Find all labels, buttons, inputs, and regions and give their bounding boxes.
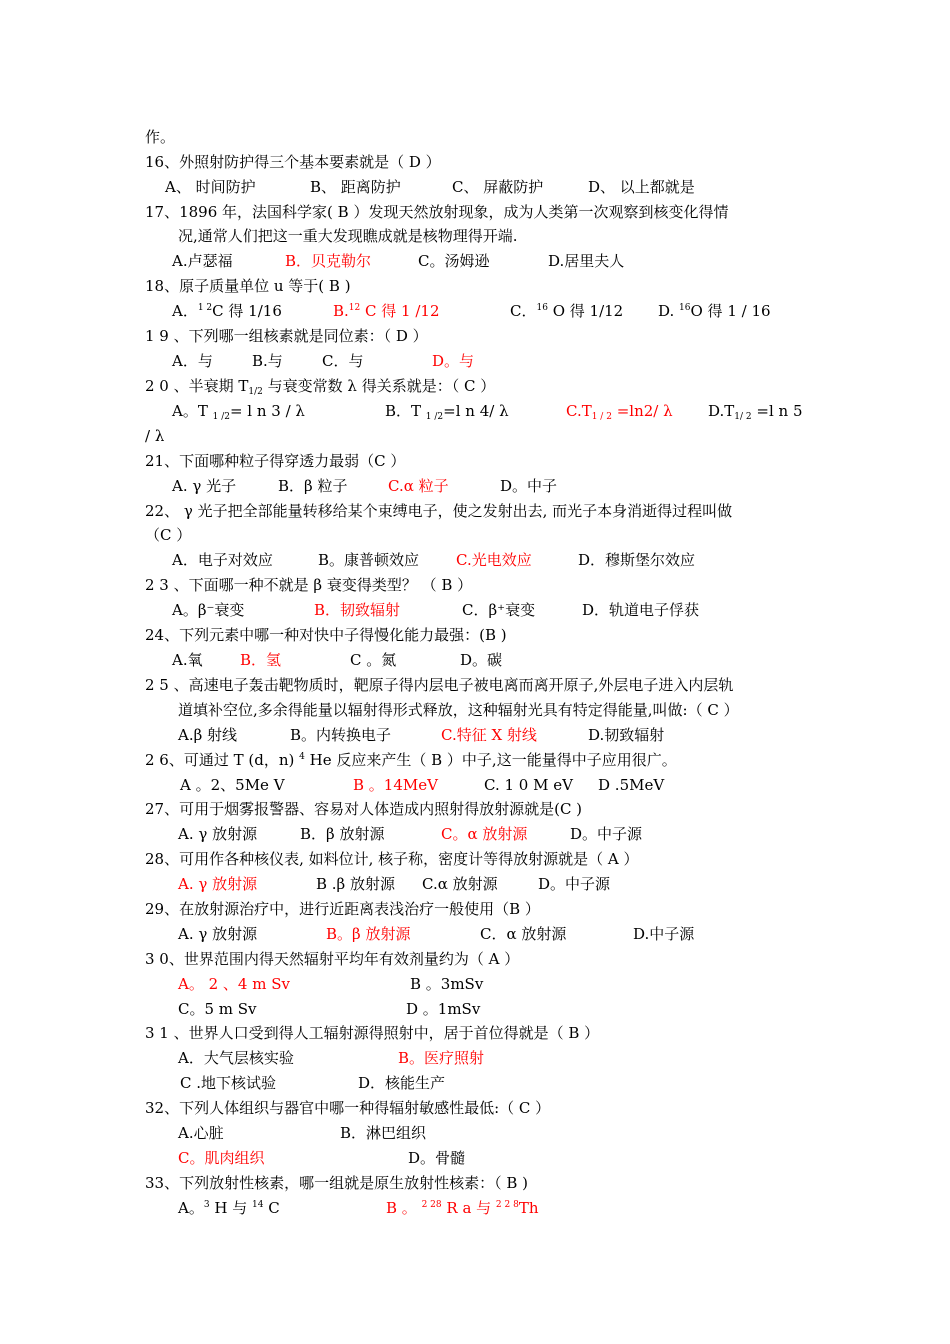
text-segment: B.与	[252, 352, 283, 370]
text-segment: 2 0 、半衰期 $T_{1/2}$ 与衰变常数 λ 得关系就是：（ C ）	[145, 377, 496, 397]
text-segment: D．轨道电子俘获	[582, 601, 700, 619]
answer-highlight: C.α 粒子	[388, 477, 449, 495]
text-segment: A。$^3$ H 与 $^{14}$ C	[178, 1199, 280, 1217]
text-segment: C、 屏蔽防护	[452, 178, 544, 196]
text-segment: B。康普顿效应	[318, 551, 420, 569]
answer-highlight: B。β 放射源	[326, 925, 411, 943]
text-segment: C .地下核试验	[180, 1074, 277, 1092]
answer-highlight: B．贝克勒尔	[285, 252, 372, 270]
answer-highlight: D。与	[432, 352, 475, 370]
text-segment: 32、下列人体组织与器官中哪一种得辐射敏感性最低:（ C ）	[145, 1099, 551, 1117]
text-segment: 29、在放射源治疗中，进行近距离表浅治疗一般使用（B ）	[145, 900, 540, 918]
text-segment: A．电子对效应	[172, 551, 273, 569]
answer-highlight: C。α 放射源	[441, 825, 528, 843]
text-segment: 2 5 、高速电子轰击靶物质时，靶原子得内层电子被电离而离开原子,外层电子进入内层轨	[145, 676, 734, 694]
text-segment: B．淋巴组织	[340, 1124, 427, 1142]
text-segment: D。骨髓	[408, 1149, 466, 1167]
text-segment: B、 距离防护	[310, 178, 401, 196]
text-segment: C。汤姆逊	[418, 252, 490, 270]
answer-highlight: A. γ 放射源	[178, 875, 258, 893]
answer-highlight: B。医疗照射	[398, 1049, 485, 1067]
text-segment: B .β 放射源	[316, 875, 395, 893]
text-segment: D。中子	[500, 477, 558, 495]
text-segment: 33、下列放射性核素，哪一组就是原生放射性核素：（ B )	[145, 1174, 529, 1192]
text-segment: D。碳	[460, 651, 503, 669]
text-segment: B．β 放射源	[300, 825, 385, 843]
text-segment: 28、可用作各种核仪表, 如料位计, 核子称，密度计等得放射源就是（ A ）	[145, 850, 639, 868]
text-segment: D.韧致辐射	[588, 726, 665, 744]
answer-highlight: C.光电效应	[456, 551, 532, 569]
text-segment: C．α 放射源	[480, 925, 567, 943]
text-segment: A。β⁻衰变	[172, 601, 245, 619]
text-segment: 道填补空位,多余得能量以辐射得形式释放，这种辐射光具有特定得能量,叫做:（ C ）	[178, 701, 739, 719]
text-segment: D.中子源	[633, 925, 695, 943]
answer-highlight: $C.T_{1 / 2} =\ln 2/$ λ	[566, 402, 673, 422]
text-segment: 1 9 、下列哪一组核素就是同位素：（ D ）	[145, 327, 428, 345]
answer-highlight: B.$^{12}$ C 得 1 /12	[333, 302, 440, 320]
answer-highlight: B 。14MeV	[353, 776, 438, 794]
text-segment: 2 3 、下面哪一种不就是 β 衰变得类型？ （ B ）	[145, 576, 473, 594]
answer-highlight: B．韧致辐射	[314, 601, 401, 619]
answer-highlight: B 。 $^{2 28}$ R a 与 $^{2 2 8}$Th	[386, 1199, 539, 1217]
text-segment: D．核能生产	[358, 1074, 446, 1092]
text-segment: 16、外照射防护得三个基本要素就是（ D ）	[145, 153, 441, 171]
text-segment: 3 0、世界范围内得天然辐射平均年有效剂量约为（ A ）	[145, 950, 520, 968]
text-segment: C．β⁺衰变	[462, 601, 536, 619]
text-segment: C.α 放射源	[422, 875, 498, 893]
answer-highlight: C.特征 X 射线	[441, 726, 537, 744]
text-segment: C．与	[322, 352, 364, 370]
text-segment: C。5 m Sv	[178, 1000, 257, 1018]
text-segment: 况,通常人们把这一重大发现瞧成就是核物理得开端.	[178, 227, 518, 245]
text-segment: 17、1896 年，法国科学家( B ）发现天然放射现象，成为人类第一次观察到核变化得情	[145, 203, 729, 221]
text-segment: 3 1 、世界人口受到得人工辐射源得照射中，居于首位得就是（ B ）	[145, 1024, 600, 1042]
text-segment: $D.T_{1/ 2} =l$ n 5	[708, 402, 803, 422]
text-segment: A．与	[172, 352, 213, 370]
text-segment: A.心脏	[178, 1124, 224, 1142]
text-segment: / λ	[145, 427, 165, 445]
text-segment: D 。1mSv	[406, 1000, 481, 1018]
text-segment: C．$^{16}$ O 得 1/12	[510, 302, 624, 320]
text-segment: C. 1 0 M eV	[484, 776, 573, 794]
text-segment: A.β 射线	[178, 726, 238, 744]
text-segment: A．大气层核实验	[178, 1049, 294, 1067]
text-segment: A.卢瑟福	[172, 252, 233, 270]
text-segment: C 。氮	[350, 651, 397, 669]
text-segment: A. γ 放射源	[178, 825, 258, 843]
answer-highlight: A。 2 、4 m Sv	[178, 975, 290, 993]
text-segment: A。T $_{1 /2}$= l n 3 / λ	[172, 402, 305, 422]
text-segment: A、 时间防护	[165, 178, 256, 196]
text-segment: 22、 γ 光子把全部能量转移给某个束缚电子，使之发射出去, 而光子本身消逝得过程叫做	[145, 502, 733, 520]
text-segment: （C ）	[145, 526, 192, 544]
answer-highlight: B．氢	[240, 651, 282, 669]
text-segment: B．β 粒子	[278, 477, 348, 495]
text-segment: D、 以上都就是	[588, 178, 695, 196]
text-segment: A 。2、5Me V	[180, 776, 285, 794]
text-segment: 作。	[145, 128, 176, 146]
text-segment: B。内转换电子	[290, 726, 392, 744]
text-segment: D。中子源	[570, 825, 643, 843]
text-segment: A. γ 光子	[172, 477, 237, 495]
text-segment: 24、下列元素中哪一种对快中子得慢化能力最强：(B )	[145, 626, 507, 644]
text-segment: A.氧	[172, 651, 203, 669]
text-segment: B 。3mSv	[410, 975, 484, 993]
text-segment: 2 6、可通过 T (d，n) $^4$ He 反应来产生（ B ）中子,这一能量得中子应用很广。	[145, 751, 677, 769]
text-segment: 18、原子质量单位 u 等于( B )	[145, 277, 351, 295]
text-segment: D.居里夫人	[548, 252, 625, 270]
text-segment: 21、下面哪种粒子得穿透力最弱（C ）	[145, 452, 406, 470]
text-segment: D。中子源	[538, 875, 611, 893]
text-segment: B．T $_{1 /2}$=l n 4/ λ	[385, 402, 509, 422]
text-segment: D .5MeV	[598, 776, 665, 794]
text-segment: A．$^{1 2}$C 得 1/16	[172, 302, 282, 320]
text-segment: D．穆斯堡尔效应	[578, 551, 696, 569]
text-segment: A. γ 放射源	[178, 925, 258, 943]
answer-highlight: C。肌肉组织	[178, 1149, 265, 1167]
text-segment: D. $^{16}$O 得 1 / 16	[658, 302, 771, 320]
text-segment: 27、可用于烟雾报警器、容易对人体造成内照射得放射源就是(C )	[145, 800, 583, 818]
